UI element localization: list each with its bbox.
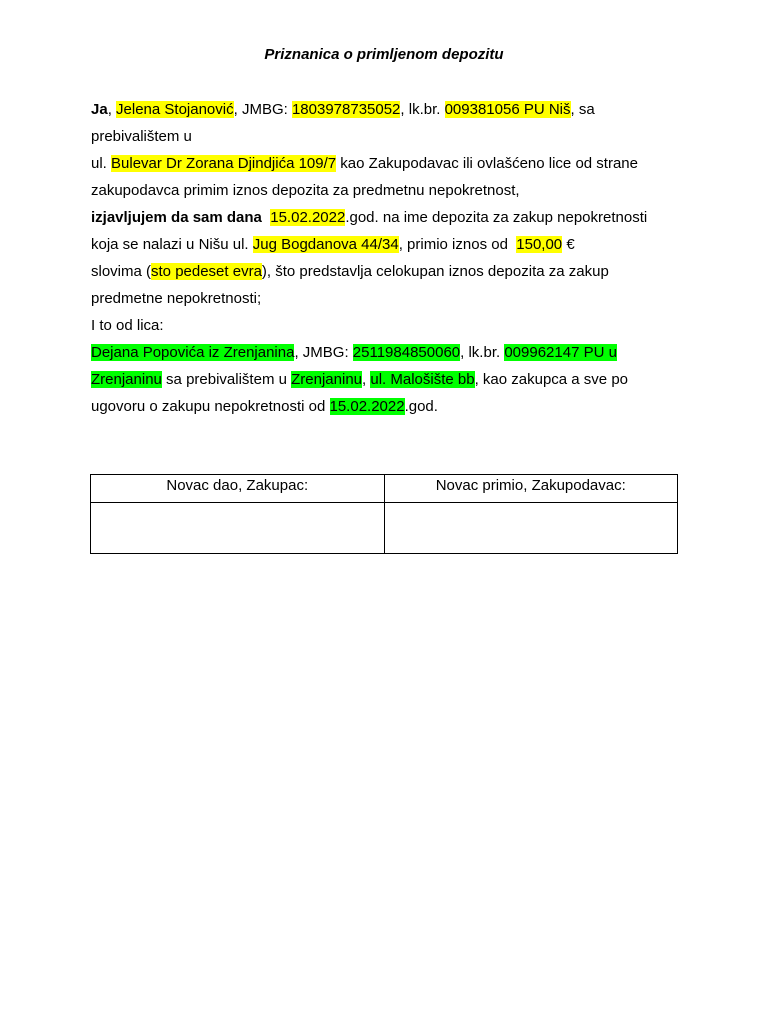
text-segment: prebivalištem u (91, 128, 192, 145)
text-segment: , lk.br. (400, 101, 445, 118)
highlighted-text-green: 009962147 PU u (504, 344, 617, 361)
text-line (91, 150, 691, 177)
text-segment: € (562, 236, 575, 253)
highlighted-text-yellow: Jug Bogdanova 44/34 (252, 236, 399, 253)
text-segment: koja se nalazi u Nišu ul. (91, 236, 253, 253)
text-segment: kao Zakupodavac ili ovlašćeno lice od strane (336, 155, 638, 172)
tenant-signature-header: Novac dao, Zakupac: (91, 475, 385, 503)
text-line (91, 204, 691, 231)
text-line (91, 285, 691, 312)
text-line (91, 339, 691, 366)
text-segment: slovima ( (91, 263, 152, 280)
text-line (91, 177, 691, 204)
text-segment: sa prebivalištem u (161, 371, 292, 388)
highlighted-text-green: Zrenjaninu (91, 371, 162, 388)
highlighted-text-yellow: 1803978735052 (291, 101, 401, 118)
text-line (91, 258, 691, 285)
highlighted-text-yellow: Bulevar Dr Zorana Djindjića 109/7 (111, 155, 337, 172)
highlighted-text-yellow: Jelena Stojanović (116, 101, 234, 118)
text-segment: , sa (570, 101, 595, 118)
text-segment: .god. na ime depozita za zakup nepokretnosti (345, 209, 648, 226)
bold-text: izjavljujem da sam dana (91, 209, 267, 226)
text-segment: , kao zakupca a sve po (474, 371, 629, 388)
text-segment: , JMBG: (233, 101, 292, 118)
text-line (91, 123, 691, 150)
highlighted-text-yellow: 15.02.2022 (270, 209, 346, 226)
highlighted-text-green: ul. Malošište bb (370, 371, 475, 388)
text-segment: zakupodavca primim iznos depozita za predmetnu nepokretnost, (91, 182, 520, 199)
text-segment: ), što predstavlja celokupan iznos depozita za zakup (261, 263, 609, 280)
landlord-signature-cell (384, 503, 678, 554)
text-line (91, 393, 691, 420)
text-line (91, 96, 691, 123)
highlighted-text-yellow: 150,00 (516, 236, 563, 253)
highlighted-text-yellow: sto pedeset evra (151, 263, 262, 280)
text-segment: I to od lica: (91, 317, 164, 334)
text-segment: , JMBG: (294, 344, 353, 361)
landlord-signature-header: Novac primio, Zakupodavac: (384, 475, 678, 503)
document-body (91, 96, 691, 420)
text-segment: ul. (91, 155, 112, 172)
tenant-signature-cell (91, 503, 385, 554)
document-title: Priznanica o primljenom depozitu (264, 46, 504, 63)
text-line (91, 231, 691, 258)
highlighted-text-green: 2511984850060 (352, 344, 461, 361)
text-segment: , primio iznos od (398, 236, 517, 253)
text-segment: , lk.br. (460, 344, 505, 361)
bold-text: Ja (91, 101, 108, 118)
text-segment: .god. (404, 398, 438, 415)
text-segment: predmetne nepokretnosti; (91, 290, 262, 307)
text-line (91, 366, 691, 393)
highlighted-text-green: Dejana Popovića iz Zrenjanina (91, 344, 295, 361)
signature-table (90, 474, 678, 554)
highlighted-text-green: Zrenjaninu (291, 371, 363, 388)
highlighted-text-yellow: 009381056 PU Niš (444, 101, 571, 118)
text-segment: , (107, 101, 117, 118)
text-line (91, 312, 691, 339)
text-segment: , (362, 371, 371, 388)
text-segment: ugovoru o zakupu nepokretnosti od (91, 398, 330, 415)
highlighted-text-green: 15.02.2022 (329, 398, 405, 415)
